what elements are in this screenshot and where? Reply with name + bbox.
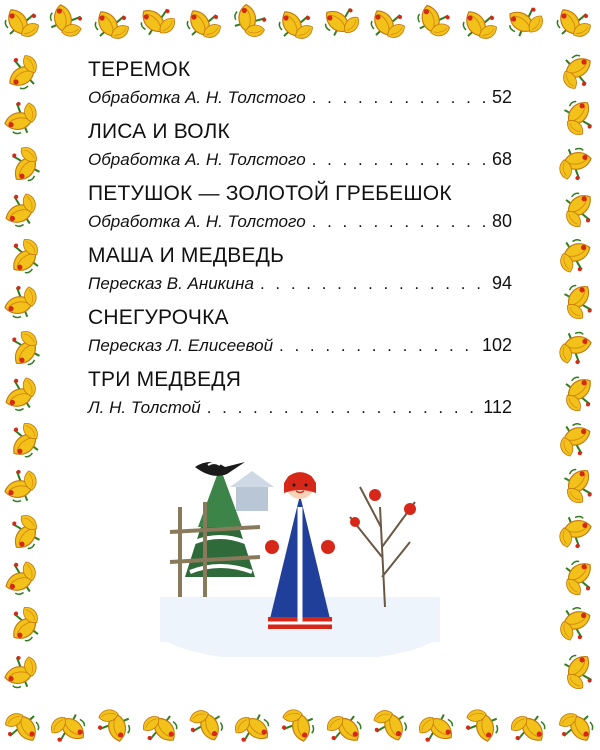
dot-leader <box>312 211 486 233</box>
toc-entry-title: ЛИСА И ВОЛК <box>88 120 230 143</box>
toc-entry-author: Обработка А. Н. Толстого <box>88 150 306 169</box>
dot-leader <box>279 335 476 357</box>
dot-leader <box>207 397 478 419</box>
toc-entry-title: ПЕТУШОК — ЗОЛОТОЙ ГРЕБЕШОК <box>88 182 452 205</box>
toc-entry-line <box>88 210 512 233</box>
toc-entry-page: 102 <box>481 335 512 355</box>
toc-entry-line <box>88 272 512 295</box>
toc-entry[interactable] <box>88 306 512 368</box>
toc-entry-author: Пересказ Л. Елисеевой <box>88 336 274 355</box>
toc-entry-line <box>88 86 512 109</box>
dot-leader <box>312 87 486 109</box>
toc-entry-line <box>88 396 512 419</box>
toc-entry[interactable] <box>88 244 512 306</box>
toc-entry-line <box>88 334 512 357</box>
toc-entry-line <box>88 148 512 171</box>
snow-maiden-illustration <box>160 447 440 657</box>
table-of-contents <box>88 58 512 430</box>
toc-entry[interactable] <box>88 120 512 182</box>
toc-entry[interactable] <box>88 182 512 244</box>
toc-entry-title: ТРИ МЕДВЕДЯ <box>88 368 242 391</box>
toc-entry-author: Пересказ В. Аникина <box>88 274 254 293</box>
toc-entry-author: Обработка А. Н. Толстого <box>88 88 306 107</box>
toc-entry-title: ТЕРЕМОК <box>88 58 191 81</box>
toc-entry-page: 112 <box>483 397 512 417</box>
toc-entry[interactable] <box>88 58 512 120</box>
toc-entry-page: 94 <box>491 273 512 293</box>
toc-entry-page: 52 <box>491 87 512 107</box>
toc-entry-author: Л. Н. Толстой <box>88 398 201 417</box>
dot-leader <box>312 149 486 171</box>
toc-entry-author: Обработка А. Н. Толстого <box>88 212 306 231</box>
toc-entry-page: 80 <box>491 211 512 231</box>
toc-entry-title: СНЕГУРОЧКА <box>88 306 229 329</box>
dot-leader <box>260 273 486 295</box>
toc-entry[interactable] <box>88 368 512 430</box>
toc-entry-page: 68 <box>491 149 512 169</box>
toc-entry-title: МАША И МЕДВЕДЬ <box>88 244 285 267</box>
